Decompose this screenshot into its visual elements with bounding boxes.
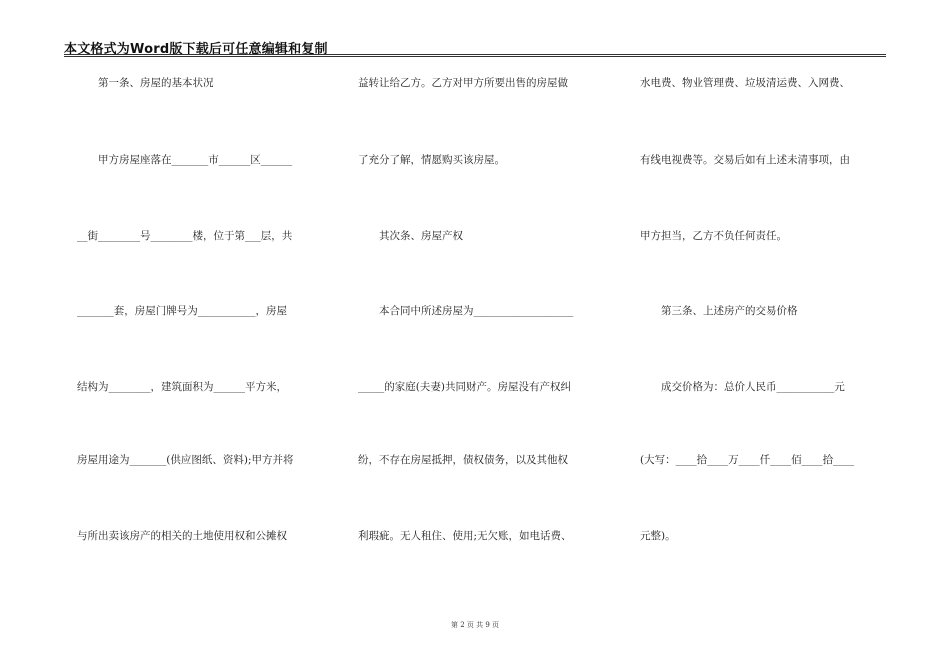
header-rule-top (64, 54, 886, 55)
text-line: 第一条、房屋的基本状况 (77, 77, 214, 89)
text-line: 益转让给乙方。乙方对甲方所要出售的房屋做 (358, 77, 568, 89)
text-line: 本合同中所述房屋为___________________ (358, 305, 574, 317)
text-line: 与所出卖该房产的相关的土地使用权和公摊权 (77, 530, 287, 542)
text-line: 了充分了解，情愿购买该房屋。 (358, 154, 505, 166)
text-line: 水电费、物业管理费、垃圾清运费、入网费、 (640, 77, 850, 89)
text-line: 纷，不存在房屋抵押，债权债务，以及其他权 (358, 454, 568, 466)
text-line: 利瑕疵。无人租住、使用;无欠账，如电话费、 (358, 530, 572, 542)
text-line: 元整)。 (640, 530, 676, 542)
header-rule-bottom (64, 56, 886, 57)
text-line: 其次条、房屋产权 (358, 230, 463, 242)
text-line: __街________号________楼，位于第___层，共 (77, 230, 293, 242)
document-header-title: 本文格式为Word版下载后可任意编辑和复制 (64, 42, 328, 57)
text-line: _____的家庭(夫妻)共同财产。房屋没有产权纠 (358, 381, 571, 393)
text-line: 成交价格为：总价人民币___________元 (640, 381, 845, 393)
text-line: 甲方房屋座落在_______市______区______ (77, 154, 293, 166)
text-line: 房屋用途为_______(供应图纸、资料);甲方并将 (77, 454, 294, 466)
text-line: 甲方担当，乙方不负任何责任。 (640, 230, 787, 242)
text-line: _______套，房屋门牌号为___________，房屋 (77, 305, 287, 317)
text-line: 结构为________，建筑面积为______平方米， (77, 381, 287, 393)
text-line: 第三条、上述房产的交易价格 (640, 305, 798, 317)
text-line: (大写：____拾____万____仟____佰____拾____ (640, 454, 855, 466)
text-line: 有线电视费等。交易后如有上述未清事项，由 (640, 154, 850, 166)
page-number-footer: 第 2 页 共 9 页 (450, 621, 500, 629)
